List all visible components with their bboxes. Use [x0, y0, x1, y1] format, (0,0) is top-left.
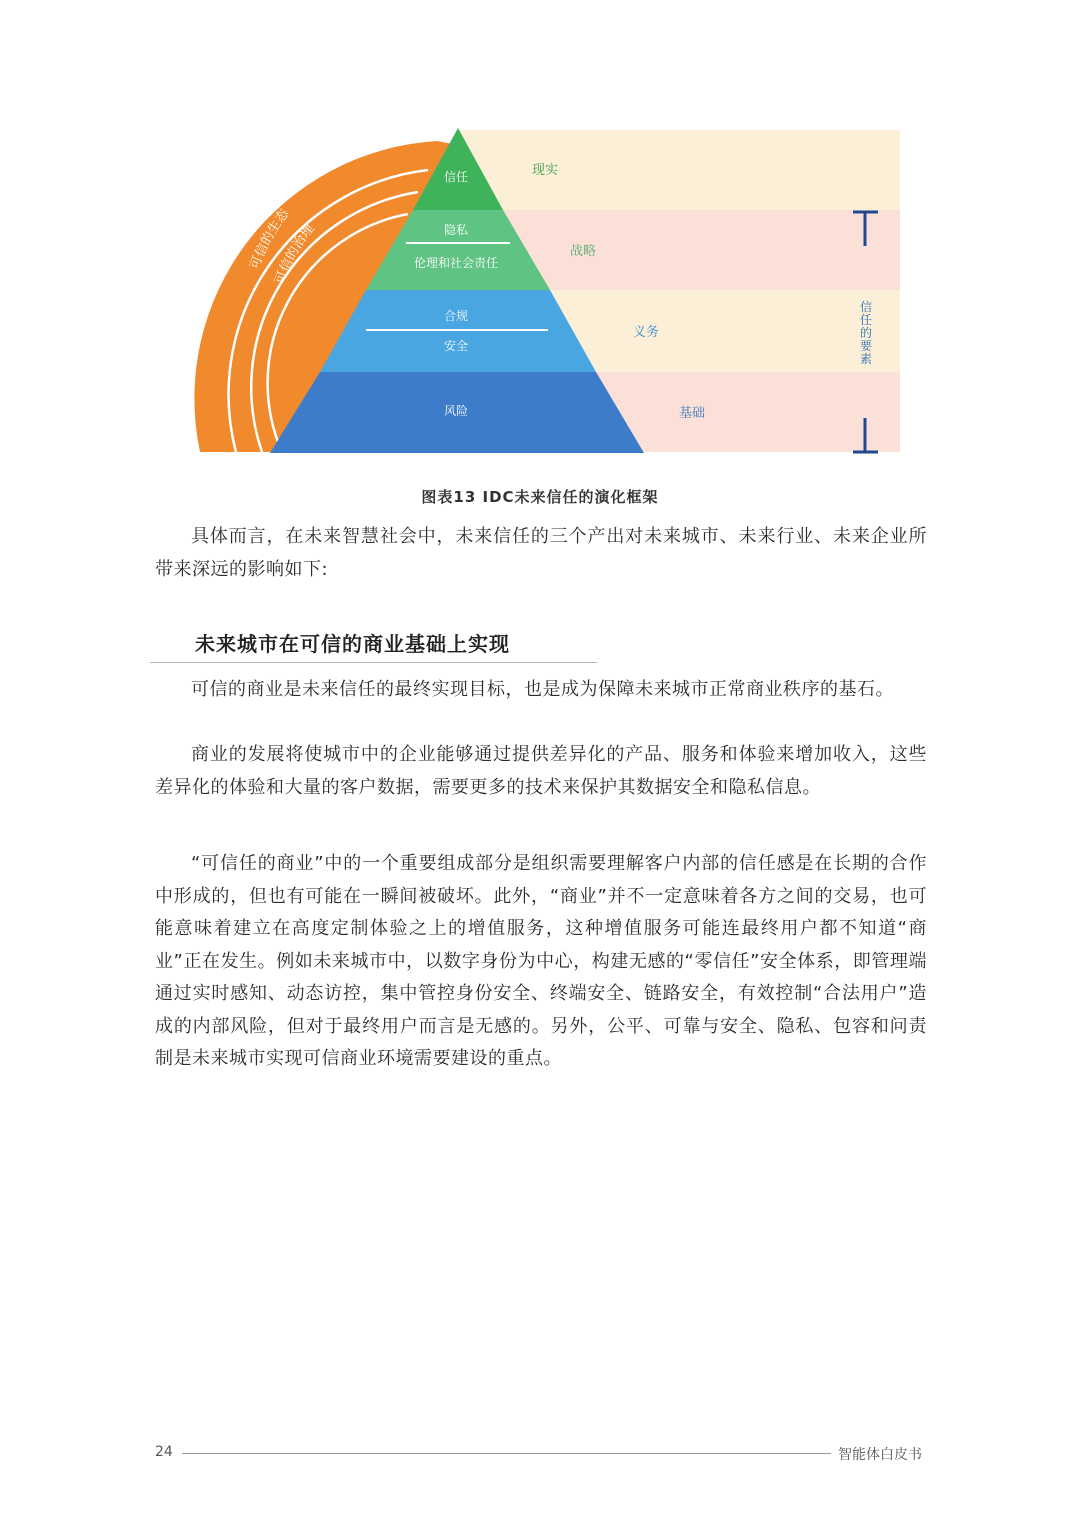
- side-label-char: 要: [859, 339, 873, 353]
- trust-framework-diagram: [0, 0, 1080, 480]
- band-reality: [458, 130, 900, 210]
- pyramid-label-ethics: 伦理和社会责任: [413, 256, 499, 270]
- intro-paragraph: 具体而言，在未来智慧社会中，未来信任的三个产出对未来城市、未来行业、未来企业所带来深远的影响如下:: [155, 526, 927, 580]
- footer-title: 智能体白皮书: [838, 1447, 922, 1463]
- body-paragraph-1: 可信的商业是未来信任的最终实现目标，也是成为保障未来城市正常商业秩序的基石。: [191, 679, 894, 700]
- band-label-reality: 现实: [531, 163, 559, 178]
- arc-label-trusted-ecosystem-path: 可信的生态: [247, 206, 293, 272]
- footer-rule: [182, 1453, 831, 1454]
- page-number: 24: [155, 1444, 173, 1460]
- arc-label-trusted-commerce-path: 可信的商务: [221, 193, 263, 260]
- side-label-char: 的: [859, 326, 873, 340]
- pyramid-label-compliance: 合规: [443, 309, 469, 323]
- side-label-trust-elements: [860, 299, 872, 366]
- pyramid-label-trust: 信任: [443, 170, 469, 184]
- band-label-strategy: 战略: [569, 244, 597, 259]
- figure-caption: 图表13 IDC未来信任的演化框架: [421, 488, 659, 506]
- pyramid-label-risk: 风险: [443, 404, 469, 418]
- arc-label-trust-output-path: 信任的产出: [193, 162, 238, 234]
- body-paragraph-2: 商业的发展将使城市中的企业能够通过提供差异化的产品、服务和体验来增加收入，这些差异化的体验和大量的客户数据，需要更多的技术来保护其数据安全和隐私信息。: [155, 744, 927, 798]
- pyramid-label-security: 安全: [443, 339, 469, 353]
- pyramid-label-privacy: 隐私: [443, 223, 469, 237]
- band-label-obligation: 义务: [632, 325, 660, 340]
- arc-label-trust-output: [194, 162, 238, 233]
- band-label-foundation: 基础: [678, 406, 706, 421]
- side-label-char: 素: [859, 352, 873, 366]
- section-heading: 未来城市在可信的商业基础上实现: [195, 632, 510, 656]
- body-paragraph-3: “可信任的商业”中的一个重要组成部分是组织需要理解客户内部的信任感是在长期的合作中形成的，但也有可能在一瞬间被破坏。此外，“商业”并不一定意味着各方之间的交易，也可能意味着建立在高度定制体验之上的增值服务，这种增值服务可能连最终用户都不知道“商业”正在发生。例如未来城市中，以数字身份为中心，构建无感的“零信任”安全体系，即管理端通过实时感知、动态访控，集中管控身份安全、终端安全、链路安全，有效控制“合法用户”造成的内部风险，但对于最终用户而言是无感的。另外，公平、可靠与安全、隐私、包容和问责制是未来城市实现可信商业环境需要建设的重点。: [155, 853, 927, 1069]
- side-label-char: 任: [859, 313, 873, 327]
- section-heading-rule: [150, 662, 597, 663]
- arc-label-trusted-governance-path: 可信的治理: [272, 221, 318, 287]
- side-label-char: 信: [859, 300, 873, 314]
